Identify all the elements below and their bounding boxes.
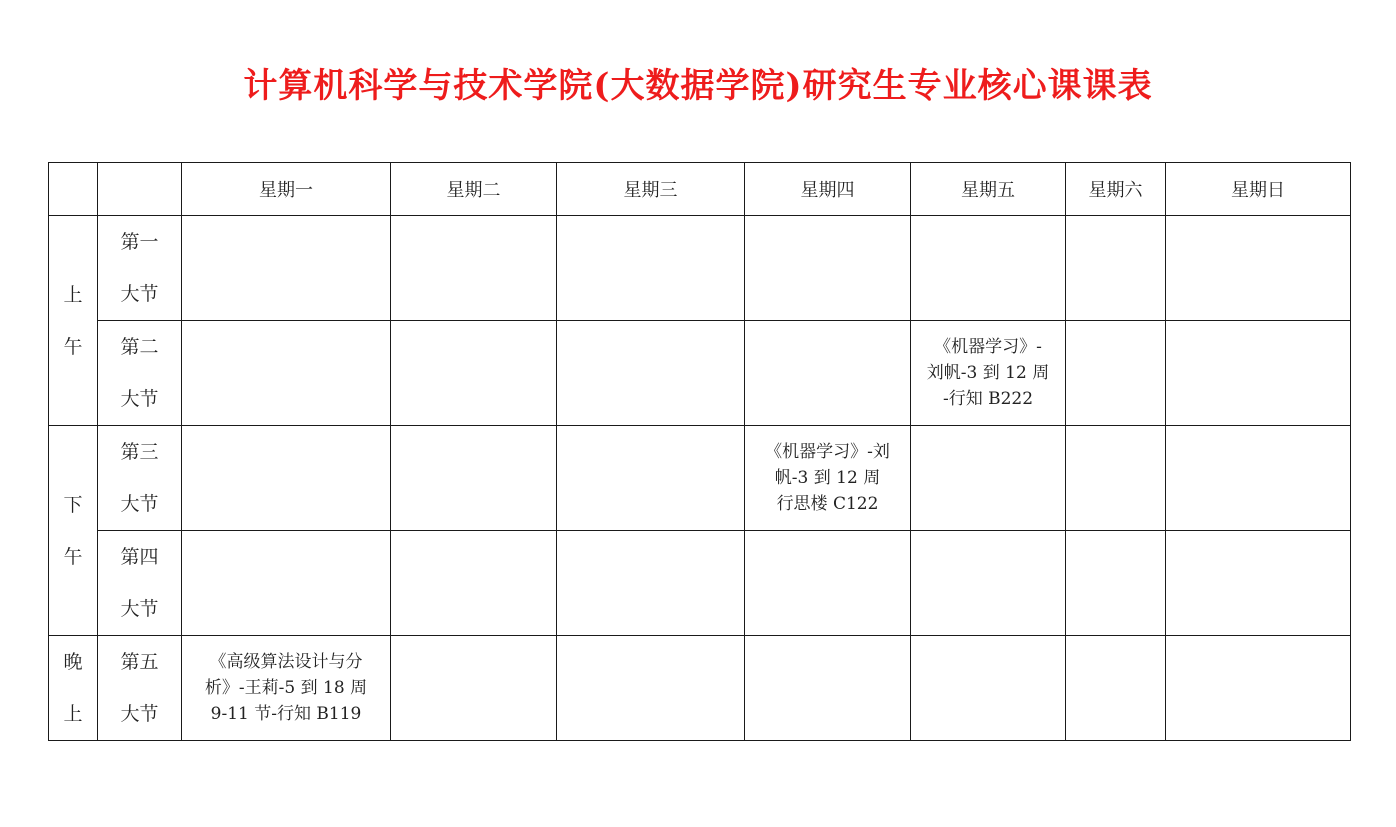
period-evening (49, 636, 98, 741)
slot-label-text: 第四 (120, 546, 159, 568)
day-header-wednesday: 星期三 (557, 163, 745, 216)
slot-label-4 (98, 531, 182, 636)
schedule-cell (745, 531, 911, 636)
schedule-cell (1066, 531, 1166, 636)
day-header-tuesday: 星期二 (391, 163, 557, 216)
period-label: 晚 (63, 651, 83, 673)
period-label: 午 (63, 545, 83, 568)
schedule-cell (557, 321, 745, 426)
slot-label-text: 第五 (120, 651, 159, 673)
slot-label-text: 大节 (120, 388, 159, 410)
schedule-cell (911, 216, 1066, 321)
table-row (49, 216, 1351, 321)
schedule-cell (391, 636, 557, 741)
period-label: 上 (63, 703, 83, 725)
course-entry-machine-learning-thu: 《机器学习》-刘 帆-3 到 12 周 行思楼 C122 (745, 426, 911, 531)
day-header-saturday: 星期六 (1066, 163, 1166, 216)
slot-label-3 (98, 426, 182, 531)
day-header-monday: 星期一 (182, 163, 391, 216)
schedule-cell (1066, 216, 1166, 321)
schedule-cell (391, 216, 557, 321)
slot-label-text: 大节 (120, 493, 159, 515)
slot-label-text: 第二 (120, 336, 159, 358)
schedule-cell (1066, 426, 1166, 531)
schedule-cell (1166, 216, 1351, 321)
schedule-cell (1066, 636, 1166, 741)
schedule-cell (911, 636, 1066, 741)
timetable (48, 162, 1351, 741)
schedule-cell (391, 426, 557, 531)
corner-cell (98, 163, 182, 216)
table-row (49, 426, 1351, 531)
header-row (49, 163, 1351, 216)
schedule-cell (745, 321, 911, 426)
table-row (49, 321, 1351, 426)
day-header-friday: 星期五 (911, 163, 1066, 216)
schedule-cell (911, 426, 1066, 531)
slot-label-text: 第三 (120, 441, 159, 463)
schedule-cell (1166, 531, 1351, 636)
period-morning (49, 216, 98, 426)
schedule-cell (182, 321, 391, 426)
schedule-cell (1066, 321, 1166, 426)
table-row (49, 531, 1351, 636)
corner-cell (49, 163, 98, 216)
schedule-cell (745, 636, 911, 741)
slot-label-2 (98, 321, 182, 426)
schedule-cell (182, 426, 391, 531)
course-entry-machine-learning-fri: 《机器学习》- 刘帆-3 到 12 周 -行知 B222 (911, 321, 1066, 426)
schedule-cell (391, 321, 557, 426)
table-row (49, 636, 1351, 741)
schedule-cell (1166, 636, 1351, 741)
schedule-cell (557, 636, 745, 741)
period-label: 下 (63, 493, 83, 516)
schedule-cell (557, 531, 745, 636)
schedule-cell (182, 216, 391, 321)
schedule-cell (182, 531, 391, 636)
slot-label-text: 大节 (120, 703, 159, 725)
schedule-cell (391, 531, 557, 636)
slot-label-text: 第一 (120, 231, 159, 253)
schedule-cell (1166, 426, 1351, 531)
slot-label-text: 大节 (120, 283, 159, 305)
day-header-sunday: 星期日 (1166, 163, 1351, 216)
period-label: 午 (63, 335, 83, 358)
schedule-cell (911, 531, 1066, 636)
course-entry-advanced-algorithms-mon: 《高级算法设计与分 析》-王莉-5 到 18 周 9-11 节-行知 B119 (182, 636, 391, 741)
period-label: 上 (63, 283, 83, 306)
day-header-thursday: 星期四 (745, 163, 911, 216)
schedule-cell (557, 216, 745, 321)
period-afternoon (49, 426, 98, 636)
schedule-cell (1166, 321, 1351, 426)
page-title: 计算机科学与技术学院(大数据学院)研究生专业核心课课表 (243, 66, 1153, 106)
schedule-cell (557, 426, 745, 531)
slot-label-text: 大节 (120, 598, 159, 620)
slot-label-1 (98, 216, 182, 321)
slot-label-5 (98, 636, 182, 741)
schedule-cell (745, 216, 911, 321)
